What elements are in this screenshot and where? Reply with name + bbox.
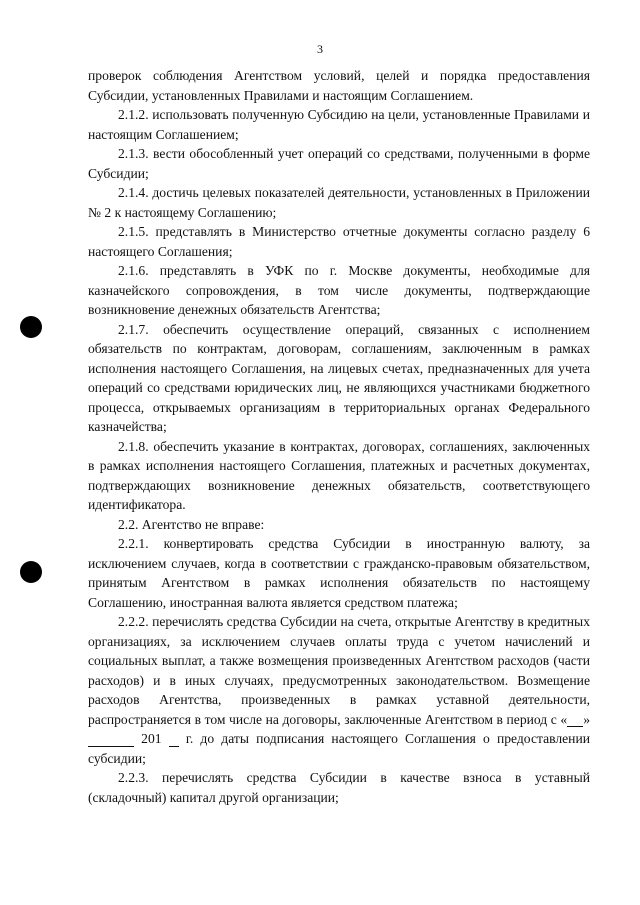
paragraph-2-2: 2.2. Агентство не вправе: — [118, 516, 265, 532]
binder-hole-mark — [20, 316, 42, 338]
paragraph-2-1-3: 2.1.3. вести обособленный учет операций со средствами, полученными в форме Субсидии; — [88, 146, 590, 181]
paragraph-2-2-2 — [88, 612, 590, 768]
paragraph-2-1-6: 2.1.6. представлять в УФК по г. Москве документы, необходимые для казначейского сопровождения, в том числе документы, подтверждающие возникновение денежных обязательств Агентства; — [88, 263, 590, 317]
date-blank-year-digit — [169, 732, 179, 747]
paragraph-continuation: проверок соблюдения Агентством условий, целей и порядка предоставления Субсидии, установленных Правилами и настоящим Соглашением. — [88, 68, 590, 103]
paragraph-2-1-2: 2.1.2. использовать полученную Субсидию на цели, установленные Правилами и настоящим Соглашением; — [88, 107, 590, 142]
paragraph-text: г. до даты подписания настоящего Соглашения о предоставлении субсидии; — [88, 731, 590, 766]
paragraph-2-2-1: 2.2.1. конвертировать средства Субсидии в иностранную валюту, за исключением случаев, когда в соответствии с гражданско-правовым обязательством, принятым Агентством в рамках исполнения обязательств по настоящему Соглашению, иностранная валюта является средством платежа; — [88, 536, 590, 610]
paragraph-2-1-5: 2.1.5. представлять в Министерство отчетные документы согласно разделу 6 настоящего Соглашения; — [88, 224, 590, 259]
page-number: 3 — [317, 42, 323, 56]
paragraph-2-2-3: 2.2.3. перечислять средства Субсидии в качестве взноса в уставный (складочный) капитал другой организации; — [88, 770, 590, 805]
date-blank-month — [88, 732, 134, 747]
date-blank-day — [567, 713, 583, 728]
paragraph-text: 201 — [134, 731, 162, 746]
paragraph-2-1-4: 2.1.4. достичь целевых показателей деятельности, установленных в Приложении № 2 к настоящему Соглашению; — [88, 185, 590, 220]
binder-hole-mark — [20, 561, 42, 583]
document-body — [88, 66, 590, 807]
paragraph-text: 2.2.2. перечислять средства Субсидии на счета, открытые Агентству в кредитных организациях, за исключением случаев оплаты труда с учетом начислений и социальных выплат, а также возмещения произведенных Агентством расходов (части расходов) и в иных случаях, предусмотренных законодательством. Возмещение расходов Агентства, произведенных в рамках уставной деятельности, распространяется в том числе на договоры, заключенные Агентством в период с « — [88, 614, 590, 727]
paragraph-text: » — [583, 711, 590, 727]
paragraph-2-1-7: 2.1.7. обеспечить осуществление операций, связанных с исполнением обязательств по контрактам, договорам, соглашениям, заключенным в рамках исполнения настоящего Соглашения, на лицевых счетах, предназначенных для учета операций со средствами юридических лиц, не являющихся участниками бюджетного процесса, открываемых организациям в территориальных органах Федерального казначейства; — [88, 321, 590, 434]
paragraph-2-1-8: 2.1.8. обеспечить указание в контрактах, договорах, соглашениях, заключенных в рамках исполнения настоящего Соглашения, платежных и расчетных документах, подтверждающих возникновение денежных обязательств, соответствующего идентификатора. — [88, 438, 590, 512]
